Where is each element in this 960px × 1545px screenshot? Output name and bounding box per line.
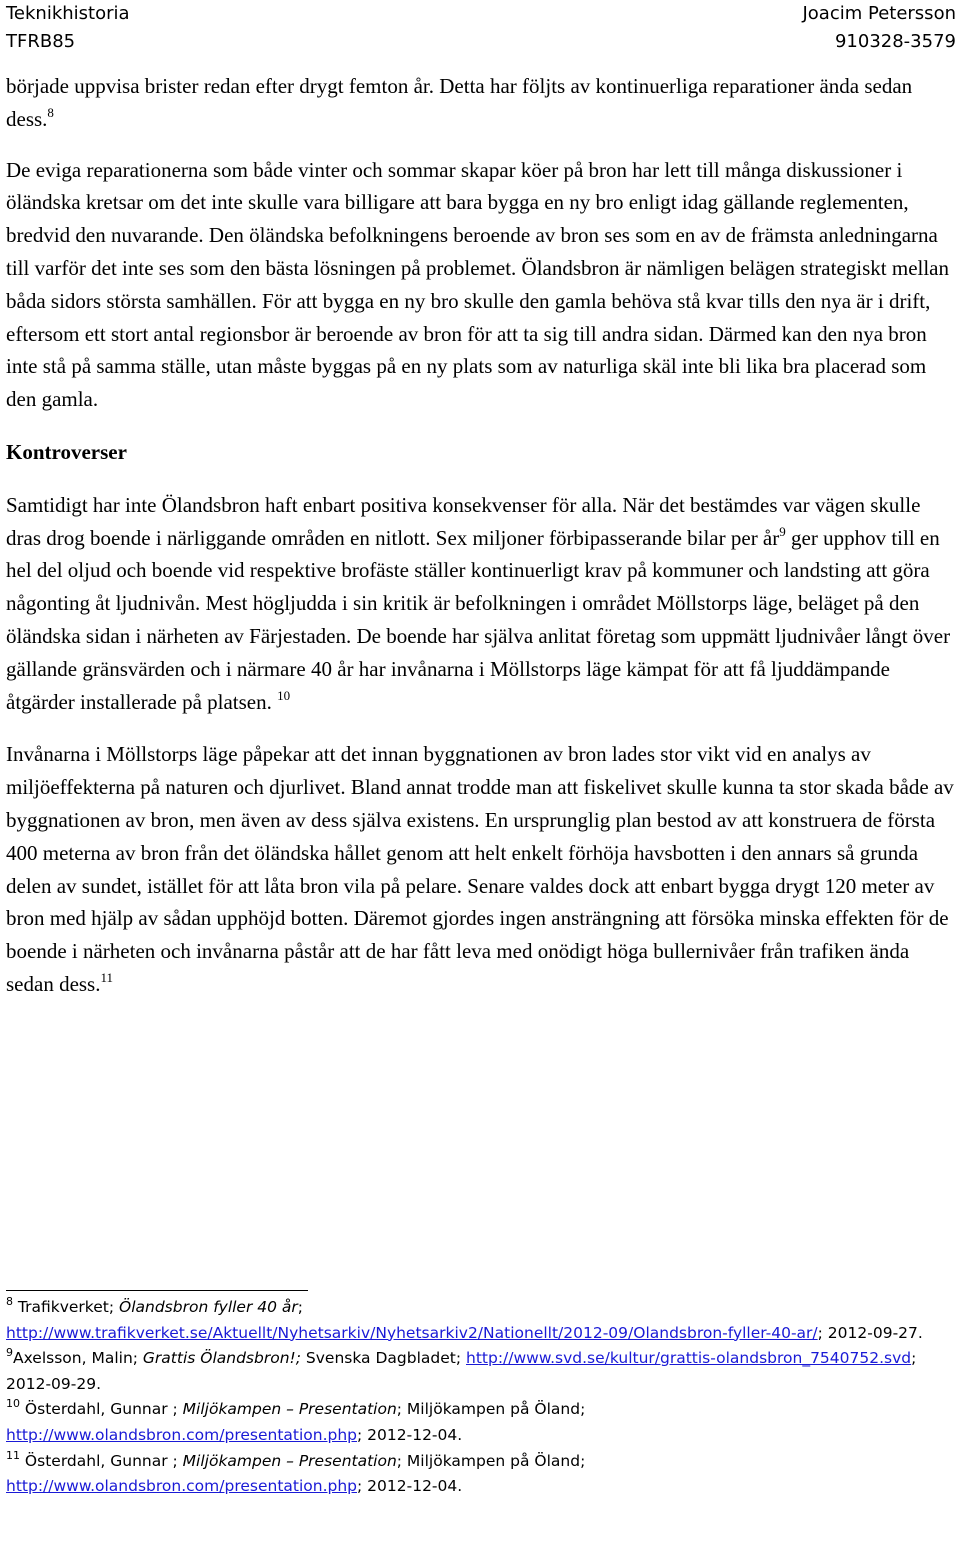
paragraph-4-text: Invånarna i Möllstorps läge påpekar att det innan byggnationen av bron lades stor vikt vid en analys av miljöeffekterna på naturen och djurlivet. Bland annat trodde man att fiskelivet skulle kunna ta stor skada både av byggnationen av bron, men även av dess själva existens. En ursprunglig plan bestod av att konstruera de första 400 meterna av bron från det öländska hållet genom att helt enkelt förhöja havsbotten i den annars så grunda delen av sundet, istället för att låta bron vila på pelare. Senare valdes dock att enbart bygga drygt 120 meter av bron med hjälp av sådan upphöjd botten. Däremot gjordes ingen ansträngning att försöka minska effekten för de boende i närheten och invånarna påstår att de har fått leva med onödigt höga bullernivåer från trafiken ända sedan dess. bbox=[6, 742, 954, 996]
course-code: TFRB85 bbox=[6, 31, 76, 52]
paragraph-1-text: började uppvisa brister redan efter drygt femton år. Detta har följts av kontinuerliga reparationer ända sedan dess. bbox=[6, 74, 913, 131]
footnote-number: 8 bbox=[6, 1295, 13, 1308]
footnote-ref-11: 11 bbox=[100, 969, 114, 985]
document-body bbox=[6, 70, 956, 1021]
page-header bbox=[0, 0, 960, 56]
footnote-8 bbox=[6, 1295, 956, 1346]
paragraph-2: De eviga reparationerna som både vinter och sommar skapar köer på bron har lett till många diskussioner i öländska kretsar om det inte skulle vara billigare att bara bygga en ny bro enligt idag gällande reglementen, bredvid den nuvarande. Den öländska befolkningens beroende av bron ses som en av de främsta anledningarna till varför det inte ses som den bästa lösningen på problemet. Ölandsbron är nämligen belägen strategiskt mellan båda sidors största samhällen. För att bygga en ny bro skulle den gamla behöva stå kvar tills den nya är i drift, eftersom ett stort antal regionsbor är beroende av bron för att ta sig till andra sidan. Därmed kan den nya bron inte stå på samma ställe, utan måste byggas på en ny plats som av naturliga skäl inte bli lika bra placerad som den gamla. bbox=[6, 157, 950, 412]
footnote-10 bbox=[6, 1397, 956, 1448]
footnote-source: ; Miljökampen på Öland; bbox=[396, 1400, 586, 1419]
footnote-number: 11 bbox=[6, 1448, 20, 1462]
footnote-source: ; bbox=[297, 1298, 304, 1316]
footnote-number: 10 bbox=[6, 1397, 20, 1411]
course-name: Teknikhistoria bbox=[6, 3, 130, 24]
footnote-author: Österdahl, Gunnar ; bbox=[20, 1400, 183, 1419]
paragraph-1 bbox=[6, 70, 956, 136]
footnote-author: Axelsson, Malin; bbox=[13, 1349, 143, 1368]
paragraph-3 bbox=[6, 489, 956, 719]
footnote-divider bbox=[6, 1290, 308, 1291]
author-id: 910328-3579 bbox=[834, 31, 956, 52]
paragraph-3-text-a: Samtidigt har inte Ölandsbron haft enbart positiva konsekvenser för alla. När det bestämdes var vägen skulle dras drog boende i närliggande områden en nitlott. Sex miljoner förbipasserande bilar per år bbox=[6, 492, 921, 550]
footnote-ref-10: 10 bbox=[277, 687, 291, 703]
paragraph-4 bbox=[6, 738, 956, 1000]
footnote-source: Svenska Dagbladet; bbox=[300, 1349, 466, 1368]
section-heading: Kontroverser bbox=[6, 439, 127, 464]
footnote-link[interactable]: http://www.olandsbron.com/presentation.php bbox=[6, 1425, 358, 1444]
footnote-date: ; 2012-09-27. bbox=[817, 1323, 923, 1342]
header-right bbox=[802, 0, 956, 56]
footnote-link[interactable]: http://www.svd.se/kultur/grattis-olandsbron_7540752.svd bbox=[466, 1349, 912, 1368]
footnote-title: Miljökampen – Presentation bbox=[182, 1451, 397, 1470]
footnote-date: ; 2012-12-04. bbox=[357, 1425, 463, 1444]
footnote-date: ; 2012-09-29. bbox=[6, 1349, 917, 1393]
footnote-number: 9 bbox=[6, 1346, 13, 1360]
footnote-link[interactable]: http://www.trafikverket.se/Aktuellt/Nyhetsarkiv/Nyhetsarkiv2/Nationellt/2012-09/Olandsbron-fyller-40-ar/ bbox=[6, 1323, 818, 1342]
footnote-11 bbox=[6, 1449, 956, 1500]
author-name: Joacim Petersson bbox=[802, 3, 956, 24]
header-left bbox=[6, 0, 130, 56]
footnote-title: Ölandsbron fyller 40 år bbox=[119, 1298, 298, 1316]
footnote-author: Österdahl, Gunnar ; bbox=[20, 1451, 183, 1470]
paragraph-3-text-b: ger upphov till en hel del oljud och boende vid respektive brofäste ställer kontinuerligt krav på kommuner och landsting att göra någonting åt ljudnivån. Mest högljudda i sin kritik är befolkningen i området Möllstorps läge, beläget på den öländska sidan i närheten av Färjestaden. De boende har själva anlitat företag som uppmätt ljudnivåer långt över gällande gränsvärden och i närmare 40 år har invånarna i Möllstorps läge kämpat för att få ljuddämpande åtgärder installerade på platsen. bbox=[6, 525, 951, 714]
footnote-title: Grattis Ölandsbron!; bbox=[142, 1349, 301, 1368]
footnote-ref-9: 9 bbox=[779, 523, 786, 539]
footnote-date: ; 2012-12-04. bbox=[357, 1477, 463, 1496]
footnote-author: Trafikverket; bbox=[13, 1298, 119, 1316]
footnote-link[interactable]: http://www.olandsbron.com/presentation.php bbox=[6, 1477, 358, 1496]
footnote-ref-8: 8 bbox=[47, 104, 54, 120]
footnote-9 bbox=[6, 1346, 956, 1397]
footnote-source: ; Miljökampen på Öland; bbox=[396, 1451, 586, 1470]
footnote-title: Miljökampen – Presentation bbox=[182, 1400, 397, 1419]
footnotes bbox=[6, 1290, 956, 1500]
